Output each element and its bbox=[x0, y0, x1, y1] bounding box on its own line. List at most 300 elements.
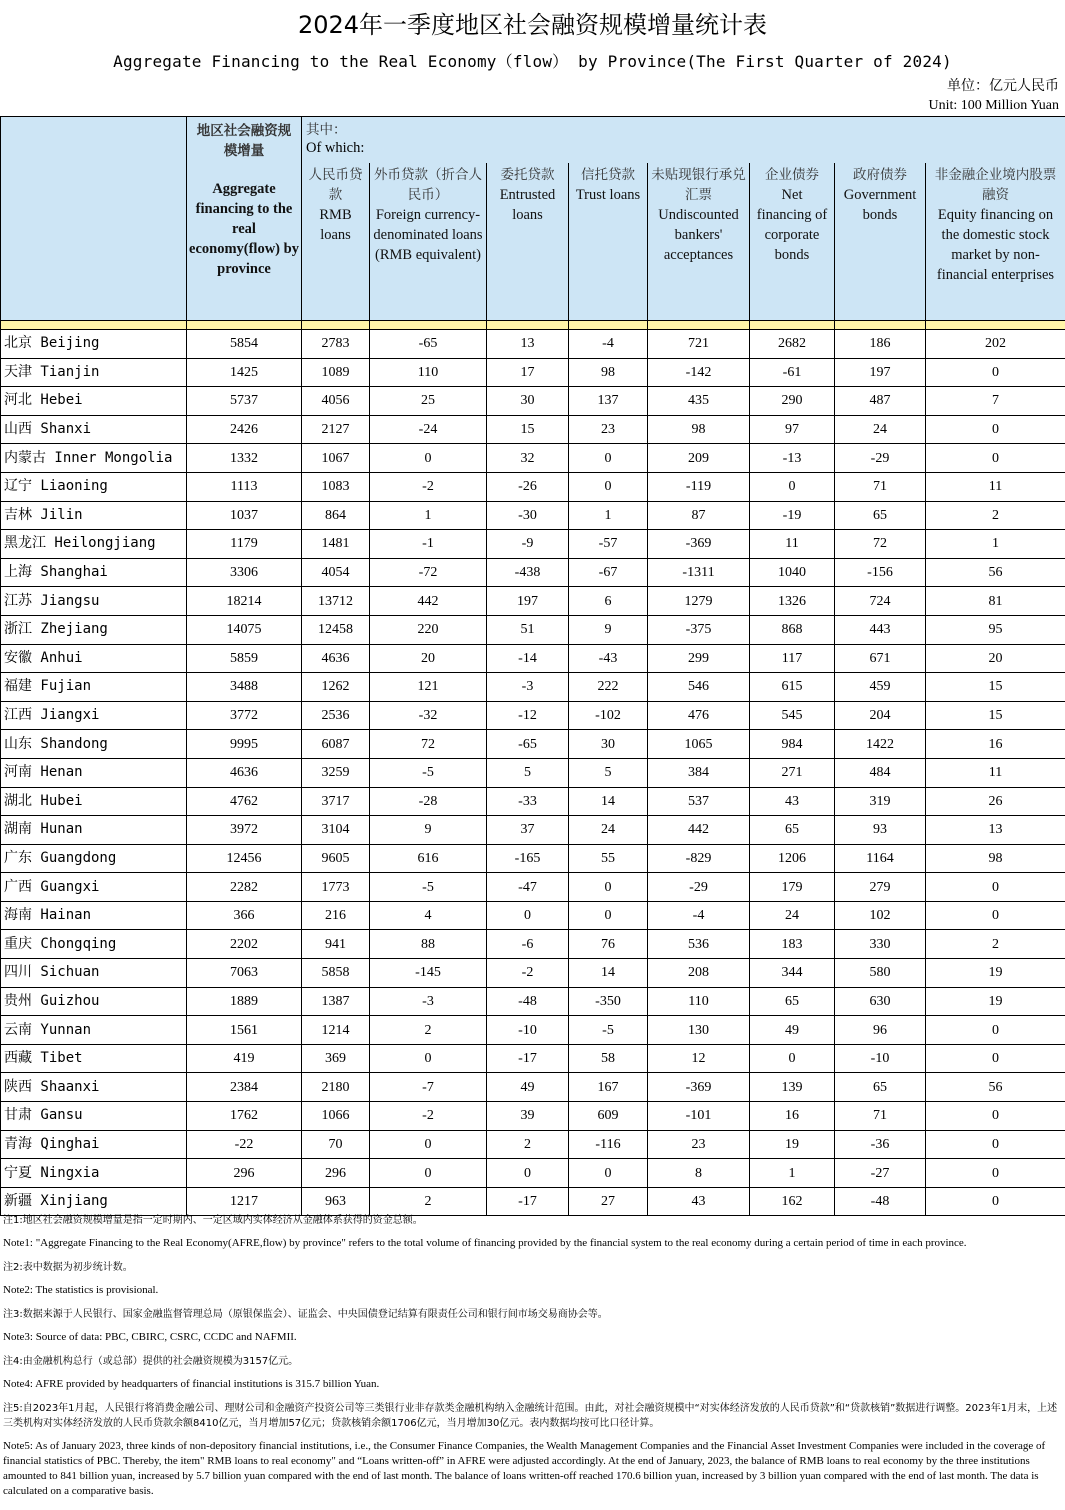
table-cell: 1113 bbox=[187, 472, 302, 501]
table-cell: -33 bbox=[487, 787, 569, 816]
table-cell: 1067 bbox=[302, 444, 370, 473]
province-name: 河南 Henan bbox=[1, 758, 187, 787]
header-province-corner bbox=[1, 117, 187, 321]
table-cell: 137 bbox=[569, 387, 648, 416]
table-cell: 71 bbox=[835, 472, 926, 501]
table-cell: 216 bbox=[302, 901, 370, 930]
table-cell: 1065 bbox=[648, 730, 750, 759]
unit-label-en: Unit: 100 Million Yuan bbox=[928, 98, 1059, 113]
table-cell: 671 bbox=[835, 644, 926, 673]
table-cell: 71 bbox=[835, 1102, 926, 1131]
table-cell: 110 bbox=[370, 358, 487, 387]
table-cell: 121 bbox=[370, 673, 487, 702]
table-cell: 2 bbox=[370, 1187, 487, 1216]
table-cell: 384 bbox=[648, 758, 750, 787]
table-cell: 5859 bbox=[187, 644, 302, 673]
table-cell: 484 bbox=[835, 758, 926, 787]
table-cell: 6087 bbox=[302, 730, 370, 759]
table-cell: -10 bbox=[487, 1016, 569, 1045]
table-cell: 24 bbox=[569, 816, 648, 845]
table-cell: 545 bbox=[750, 701, 835, 730]
table-cell: 1206 bbox=[750, 844, 835, 873]
table-cell: 4636 bbox=[302, 644, 370, 673]
table-cell: 2127 bbox=[302, 415, 370, 444]
table-cell: 1387 bbox=[302, 987, 370, 1016]
table-row bbox=[1, 330, 1065, 359]
table-cell: 0 bbox=[750, 472, 835, 501]
table-cell: 0 bbox=[926, 1130, 1065, 1159]
table-cell: -22 bbox=[187, 1130, 302, 1159]
province-name: 海南 Hainan bbox=[1, 901, 187, 930]
header-col-cn: 未贴现银行承兑汇票 bbox=[651, 166, 746, 203]
table-cell: 24 bbox=[835, 415, 926, 444]
table-cell: -2 bbox=[370, 1102, 487, 1131]
table-cell: -67 bbox=[569, 558, 648, 587]
table-cell: 7063 bbox=[187, 959, 302, 988]
footnotes bbox=[3, 1213, 1061, 1499]
province-name: 辽宁 Liaoning bbox=[1, 472, 187, 501]
table-cell: 1 bbox=[750, 1159, 835, 1188]
table-cell: -65 bbox=[370, 330, 487, 359]
header-col-cn: 人民币贷款 bbox=[308, 166, 363, 203]
table-cell: -119 bbox=[648, 472, 750, 501]
table-cell: 65 bbox=[750, 816, 835, 845]
province-name: 吉林 Jilin bbox=[1, 501, 187, 530]
table-cell: 4 bbox=[370, 901, 487, 930]
table-cell: 330 bbox=[835, 930, 926, 959]
table-cell: 14075 bbox=[187, 615, 302, 644]
table-cell: 0 bbox=[926, 1159, 1065, 1188]
table-cell: 139 bbox=[750, 1073, 835, 1102]
province-name: 江苏 Jiangsu bbox=[1, 587, 187, 616]
table-cell: 117 bbox=[750, 644, 835, 673]
table-cell: 15 bbox=[926, 673, 1065, 702]
footnote-cn: 注2:表中数据为初步统计数。 bbox=[3, 1262, 133, 1273]
table-cell: 220 bbox=[370, 615, 487, 644]
table-cell: -369 bbox=[648, 530, 750, 559]
table-cell: 3488 bbox=[187, 673, 302, 702]
table-cell: 609 bbox=[569, 1102, 648, 1131]
table-cell: -43 bbox=[569, 644, 648, 673]
table-cell: 1214 bbox=[302, 1016, 370, 1045]
table-cell: 476 bbox=[648, 701, 750, 730]
table-cell: 26 bbox=[926, 787, 1065, 816]
table-cell: 5 bbox=[487, 758, 569, 787]
table-cell: 1279 bbox=[648, 587, 750, 616]
table-cell: 25 bbox=[370, 387, 487, 416]
table-cell: 72 bbox=[835, 530, 926, 559]
table-cell: -3 bbox=[487, 673, 569, 702]
table-cell: 81 bbox=[926, 587, 1065, 616]
table-cell: -829 bbox=[648, 844, 750, 873]
province-name: 河北 Hebei bbox=[1, 387, 187, 416]
table-cell: 536 bbox=[648, 930, 750, 959]
table-cell: 1164 bbox=[835, 844, 926, 873]
footnote-en: Note4: AFRE provided by headquarters of financial institutions is 315.7 billion Yuan. bbox=[3, 1378, 380, 1390]
table-cell: 366 bbox=[187, 901, 302, 930]
table-row bbox=[1, 387, 1065, 416]
table-cell: 864 bbox=[302, 501, 370, 530]
header-total-en: Aggregate financing to the real economy(flow) by province bbox=[189, 181, 299, 277]
header-col-5 bbox=[648, 163, 750, 321]
table-cell: -165 bbox=[487, 844, 569, 873]
province-name: 上海 Shanghai bbox=[1, 558, 187, 587]
table-cell: -7 bbox=[370, 1073, 487, 1102]
table-cell: 14 bbox=[569, 959, 648, 988]
table-cell: 32 bbox=[487, 444, 569, 473]
province-name: 广东 Guangdong bbox=[1, 844, 187, 873]
footnote-en: Note2: The statistics is provisional. bbox=[3, 1284, 159, 1296]
header-col-en: Foreign currency-denominated loans (RMB equivalent) bbox=[373, 206, 483, 263]
table-row bbox=[1, 501, 1065, 530]
table-cell: 0 bbox=[370, 1159, 487, 1188]
page-subtitle: Aggregate Financing to the Real Economy（flow） by Province(The First Quarter of 2024) bbox=[113, 52, 952, 71]
table-cell: 3104 bbox=[302, 816, 370, 845]
table-cell: 537 bbox=[648, 787, 750, 816]
table-cell: 443 bbox=[835, 615, 926, 644]
table-cell: 5 bbox=[569, 758, 648, 787]
table-cell: 1326 bbox=[750, 587, 835, 616]
table-cell: -12 bbox=[487, 701, 569, 730]
table-cell: -47 bbox=[487, 873, 569, 902]
table-cell: 76 bbox=[569, 930, 648, 959]
table-cell: 20 bbox=[370, 644, 487, 673]
table-cell: -72 bbox=[370, 558, 487, 587]
table-cell: -61 bbox=[750, 358, 835, 387]
page-title: 2024年一季度地区社会融资规模增量统计表 bbox=[297, 11, 768, 39]
table-cell: 20 bbox=[926, 644, 1065, 673]
province-name: 浙江 Zhejiang bbox=[1, 615, 187, 644]
table-cell: 197 bbox=[487, 587, 569, 616]
table-cell: -2 bbox=[487, 959, 569, 988]
province-name: 贵州 Guizhou bbox=[1, 987, 187, 1016]
table-cell: 65 bbox=[750, 987, 835, 1016]
table-cell: 30 bbox=[569, 730, 648, 759]
table-cell: 1037 bbox=[187, 501, 302, 530]
table-cell: 0 bbox=[926, 1044, 1065, 1073]
table-cell: 0 bbox=[569, 444, 648, 473]
table-row bbox=[1, 1159, 1065, 1188]
table-cell: 183 bbox=[750, 930, 835, 959]
footnote-en: Note3: Source of data: PBC, CBIRC, CSRC, CCDC and NAFMII. bbox=[3, 1331, 297, 1343]
header-col-4 bbox=[569, 163, 648, 321]
province-name: 江西 Jiangxi bbox=[1, 701, 187, 730]
table-cell: 0 bbox=[370, 1044, 487, 1073]
table-cell: -48 bbox=[835, 1187, 926, 1216]
table-cell: 23 bbox=[569, 415, 648, 444]
table-cell: 15 bbox=[487, 415, 569, 444]
table-cell: 721 bbox=[648, 330, 750, 359]
table-cell: 442 bbox=[648, 816, 750, 845]
table-cell: 6 bbox=[569, 587, 648, 616]
table-row bbox=[1, 1044, 1065, 1073]
table-cell: 1083 bbox=[302, 472, 370, 501]
table-cell: -102 bbox=[569, 701, 648, 730]
footnote-en: Note5: As of January 2023, three kinds of non-depository financial institutions, i.e., the Consumer Finance Companies, the Wealth Management Companies and the Financial Asset Investment Companies were included in the coverage of financial statistics of PBC. Thereby, the item" RMB loans to real economy" and “Loans written-off” in AFRE were adjusted accordingly. At the end of January, 2023, the balance of RMB loans to real economy by the three institutions amounted to 841 billion yuan, increased by 5.7 billion yuan compared with the end of last month. The balance of loans written-off reached 170.6 billion yuan, increased by 3 billion yuan compared with the end of last month. The data is calculated on a comparative basis. bbox=[3, 1440, 1046, 1497]
table-cell: 442 bbox=[370, 587, 487, 616]
table-cell: 5854 bbox=[187, 330, 302, 359]
header-col-en: Undiscounted bankers' acceptances bbox=[658, 206, 739, 263]
table-row bbox=[1, 901, 1065, 930]
header-col-en: Trust loans bbox=[575, 186, 641, 203]
table-cell: 8 bbox=[648, 1159, 750, 1188]
table-cell: -48 bbox=[487, 987, 569, 1016]
table-cell: 0 bbox=[926, 415, 1065, 444]
table-cell: 487 bbox=[835, 387, 926, 416]
table-cell: 435 bbox=[648, 387, 750, 416]
table-cell: 984 bbox=[750, 730, 835, 759]
table-cell: -350 bbox=[569, 987, 648, 1016]
table-cell: 14 bbox=[569, 787, 648, 816]
header-col-en: Entrusted loans bbox=[499, 186, 556, 223]
table-cell: -145 bbox=[370, 959, 487, 988]
table-cell: -14 bbox=[487, 644, 569, 673]
table-cell: 1 bbox=[370, 501, 487, 530]
table-cell: 9995 bbox=[187, 730, 302, 759]
table-cell: 1762 bbox=[187, 1102, 302, 1131]
header-col-en: Net financing of corporate bonds bbox=[756, 186, 828, 263]
province-name: 陕西 Shaanxi bbox=[1, 1073, 187, 1102]
table-cell: -142 bbox=[648, 358, 750, 387]
table-cell: 1089 bbox=[302, 358, 370, 387]
table-cell: 1889 bbox=[187, 987, 302, 1016]
table-cell: 299 bbox=[648, 644, 750, 673]
table-cell: 2536 bbox=[302, 701, 370, 730]
table-row bbox=[1, 415, 1065, 444]
header-col-cn: 信托贷款 bbox=[581, 166, 635, 183]
table-cell: 1561 bbox=[187, 1016, 302, 1045]
table-cell: -32 bbox=[370, 701, 487, 730]
table-cell: -19 bbox=[750, 501, 835, 530]
header-col-cn: 非金融企业境内股票融资 bbox=[934, 166, 1057, 203]
table-cell: 616 bbox=[370, 844, 487, 873]
table-cell: -26 bbox=[487, 472, 569, 501]
header-total bbox=[187, 117, 302, 321]
table-cell: 179 bbox=[750, 873, 835, 902]
table-cell: 3717 bbox=[302, 787, 370, 816]
table-cell: 296 bbox=[187, 1159, 302, 1188]
table-cell: 0 bbox=[926, 1016, 1065, 1045]
table-cell: -1 bbox=[370, 530, 487, 559]
table-cell: -17 bbox=[487, 1187, 569, 1216]
table-cell: 2 bbox=[370, 1016, 487, 1045]
table-cell: 49 bbox=[487, 1073, 569, 1102]
table-cell: 15 bbox=[926, 701, 1065, 730]
table-cell: -1311 bbox=[648, 558, 750, 587]
table-cell: 0 bbox=[926, 358, 1065, 387]
table-row bbox=[1, 1102, 1065, 1131]
province-name: 西藏 Tibet bbox=[1, 1044, 187, 1073]
table-cell: 4056 bbox=[302, 387, 370, 416]
table-cell: -4 bbox=[569, 330, 648, 359]
table-cell: -369 bbox=[648, 1073, 750, 1102]
table-cell: 11 bbox=[926, 758, 1065, 787]
table-cell: 96 bbox=[835, 1016, 926, 1045]
table-cell: 941 bbox=[302, 930, 370, 959]
table-cell: 630 bbox=[835, 987, 926, 1016]
table-cell: 98 bbox=[569, 358, 648, 387]
table-cell: 98 bbox=[648, 415, 750, 444]
table-cell: 95 bbox=[926, 615, 1065, 644]
table-row bbox=[1, 530, 1065, 559]
table-cell: 0 bbox=[926, 444, 1065, 473]
table-cell: 2202 bbox=[187, 930, 302, 959]
province-name: 安徽 Anhui bbox=[1, 644, 187, 673]
table-cell: 3259 bbox=[302, 758, 370, 787]
table-cell: 2426 bbox=[187, 415, 302, 444]
table-row bbox=[1, 987, 1065, 1016]
footnote-cn: 注3:数据来源于人民银行、国家金融监督管理总局（原银保监会）、证监会、中央国债登记结算有限责任公司和银行间市场交易商协会等。 bbox=[3, 1309, 608, 1320]
table-cell: 130 bbox=[648, 1016, 750, 1045]
table-cell: 5858 bbox=[302, 959, 370, 988]
table-cell: 2 bbox=[487, 1130, 569, 1159]
table-cell: -29 bbox=[835, 444, 926, 473]
table-cell: 39 bbox=[487, 1102, 569, 1131]
table-row bbox=[1, 787, 1065, 816]
table-cell: 9605 bbox=[302, 844, 370, 873]
header-col-8 bbox=[926, 163, 1065, 321]
table-row bbox=[1, 1187, 1065, 1216]
table-cell: 344 bbox=[750, 959, 835, 988]
table-cell: 12458 bbox=[302, 615, 370, 644]
table-cell: 0 bbox=[487, 901, 569, 930]
table-cell: 17 bbox=[487, 358, 569, 387]
table-cell: 459 bbox=[835, 673, 926, 702]
table-cell: 3772 bbox=[187, 701, 302, 730]
table-cell: 271 bbox=[750, 758, 835, 787]
table-cell: 56 bbox=[926, 558, 1065, 587]
table-cell: 13 bbox=[487, 330, 569, 359]
header-col-en: RMB loans bbox=[319, 206, 352, 243]
table-cell: 1773 bbox=[302, 873, 370, 902]
header-col-1 bbox=[302, 163, 370, 321]
table-cell: 4636 bbox=[187, 758, 302, 787]
table-cell: 2384 bbox=[187, 1073, 302, 1102]
table-cell: -5 bbox=[370, 873, 487, 902]
table-cell: -24 bbox=[370, 415, 487, 444]
footnote-cn: 注1:地区社会融资规模增量是指一定时期内、一定区域内实体经济从金融体系获得的资金总额。 bbox=[3, 1215, 423, 1226]
table-cell: 319 bbox=[835, 787, 926, 816]
table-cell: -29 bbox=[648, 873, 750, 902]
table-cell: -116 bbox=[569, 1130, 648, 1159]
table-row bbox=[1, 444, 1065, 473]
province-name: 山东 Shandong bbox=[1, 730, 187, 759]
table-cell: 2180 bbox=[302, 1073, 370, 1102]
table-row bbox=[1, 472, 1065, 501]
table-cell: 24 bbox=[750, 901, 835, 930]
financing-table bbox=[0, 116, 1065, 1216]
table-cell: 186 bbox=[835, 330, 926, 359]
table-row bbox=[1, 1130, 1065, 1159]
table-cell: 1 bbox=[926, 530, 1065, 559]
table-cell: 0 bbox=[569, 873, 648, 902]
table-cell: 65 bbox=[835, 501, 926, 530]
table-cell: 1179 bbox=[187, 530, 302, 559]
table-cell: 204 bbox=[835, 701, 926, 730]
table-cell: 279 bbox=[835, 873, 926, 902]
table-row bbox=[1, 615, 1065, 644]
table-cell: 98 bbox=[926, 844, 1065, 873]
table-cell: 0 bbox=[926, 1102, 1065, 1131]
table-cell: 27 bbox=[569, 1187, 648, 1216]
table-row bbox=[1, 959, 1065, 988]
table-row bbox=[1, 644, 1065, 673]
table-cell: 11 bbox=[750, 530, 835, 559]
unit-label-cn: 单位：亿元人民币 bbox=[947, 78, 1059, 94]
table-cell: 1040 bbox=[750, 558, 835, 587]
table-cell: -17 bbox=[487, 1044, 569, 1073]
table-cell: -30 bbox=[487, 501, 569, 530]
footnote-cn: 注4:由金融机构总行（或总部）提供的社会融资规模为3157亿元。 bbox=[3, 1356, 299, 1367]
header-col-cn: 企业债券 bbox=[765, 166, 819, 183]
table-cell: 65 bbox=[835, 1073, 926, 1102]
table-cell: 13712 bbox=[302, 587, 370, 616]
table-cell: -438 bbox=[487, 558, 569, 587]
table-row bbox=[1, 701, 1065, 730]
table-cell: 16 bbox=[926, 730, 1065, 759]
table-cell: 5737 bbox=[187, 387, 302, 416]
table-cell: 2 bbox=[926, 501, 1065, 530]
table-cell: 70 bbox=[302, 1130, 370, 1159]
table-cell: 19 bbox=[926, 987, 1065, 1016]
province-name: 重庆 Chongqing bbox=[1, 930, 187, 959]
table-cell: 102 bbox=[835, 901, 926, 930]
table-cell: 0 bbox=[569, 472, 648, 501]
table-cell: 724 bbox=[835, 587, 926, 616]
header-col-en: Equity financing on the domestic stock market by non-financial enterprises bbox=[936, 206, 1055, 283]
header-col-6 bbox=[750, 163, 835, 321]
table-cell: 2282 bbox=[187, 873, 302, 902]
table-cell: 55 bbox=[569, 844, 648, 873]
table-cell: 546 bbox=[648, 673, 750, 702]
header-ofwhich-en: Of which: bbox=[306, 140, 365, 156]
table-cell: 868 bbox=[750, 615, 835, 644]
table-cell: 222 bbox=[569, 673, 648, 702]
province-name: 新疆 Xinjiang bbox=[1, 1187, 187, 1216]
table-cell: -13 bbox=[750, 444, 835, 473]
table-cell: 1422 bbox=[835, 730, 926, 759]
table-cell: 23 bbox=[648, 1130, 750, 1159]
province-name: 云南 Yunnan bbox=[1, 1016, 187, 1045]
table-cell: 2783 bbox=[302, 330, 370, 359]
table-row bbox=[1, 930, 1065, 959]
header-col-cn: 委托贷款 bbox=[500, 166, 555, 183]
table-cell: 208 bbox=[648, 959, 750, 988]
table-cell: -375 bbox=[648, 615, 750, 644]
header-col-en: Government bonds bbox=[843, 186, 917, 223]
header-separator bbox=[1, 321, 1065, 330]
table-cell: -5 bbox=[569, 1016, 648, 1045]
table-cell: 0 bbox=[569, 1159, 648, 1188]
header-ofwhich bbox=[302, 117, 1065, 163]
table-cell: 2 bbox=[926, 930, 1065, 959]
table-cell: 43 bbox=[648, 1187, 750, 1216]
table-row bbox=[1, 587, 1065, 616]
table-cell: 12 bbox=[648, 1044, 750, 1073]
table-cell: 97 bbox=[750, 415, 835, 444]
table-cell: 19 bbox=[926, 959, 1065, 988]
province-name: 天津 Tianjin bbox=[1, 358, 187, 387]
table-cell: -101 bbox=[648, 1102, 750, 1131]
table-cell: 110 bbox=[648, 987, 750, 1016]
table-cell: -65 bbox=[487, 730, 569, 759]
table-cell: 1217 bbox=[187, 1187, 302, 1216]
table-cell: -28 bbox=[370, 787, 487, 816]
province-name: 四川 Sichuan bbox=[1, 959, 187, 988]
table-cell: 0 bbox=[926, 873, 1065, 902]
province-name: 湖南 Hunan bbox=[1, 816, 187, 845]
table-cell: 580 bbox=[835, 959, 926, 988]
